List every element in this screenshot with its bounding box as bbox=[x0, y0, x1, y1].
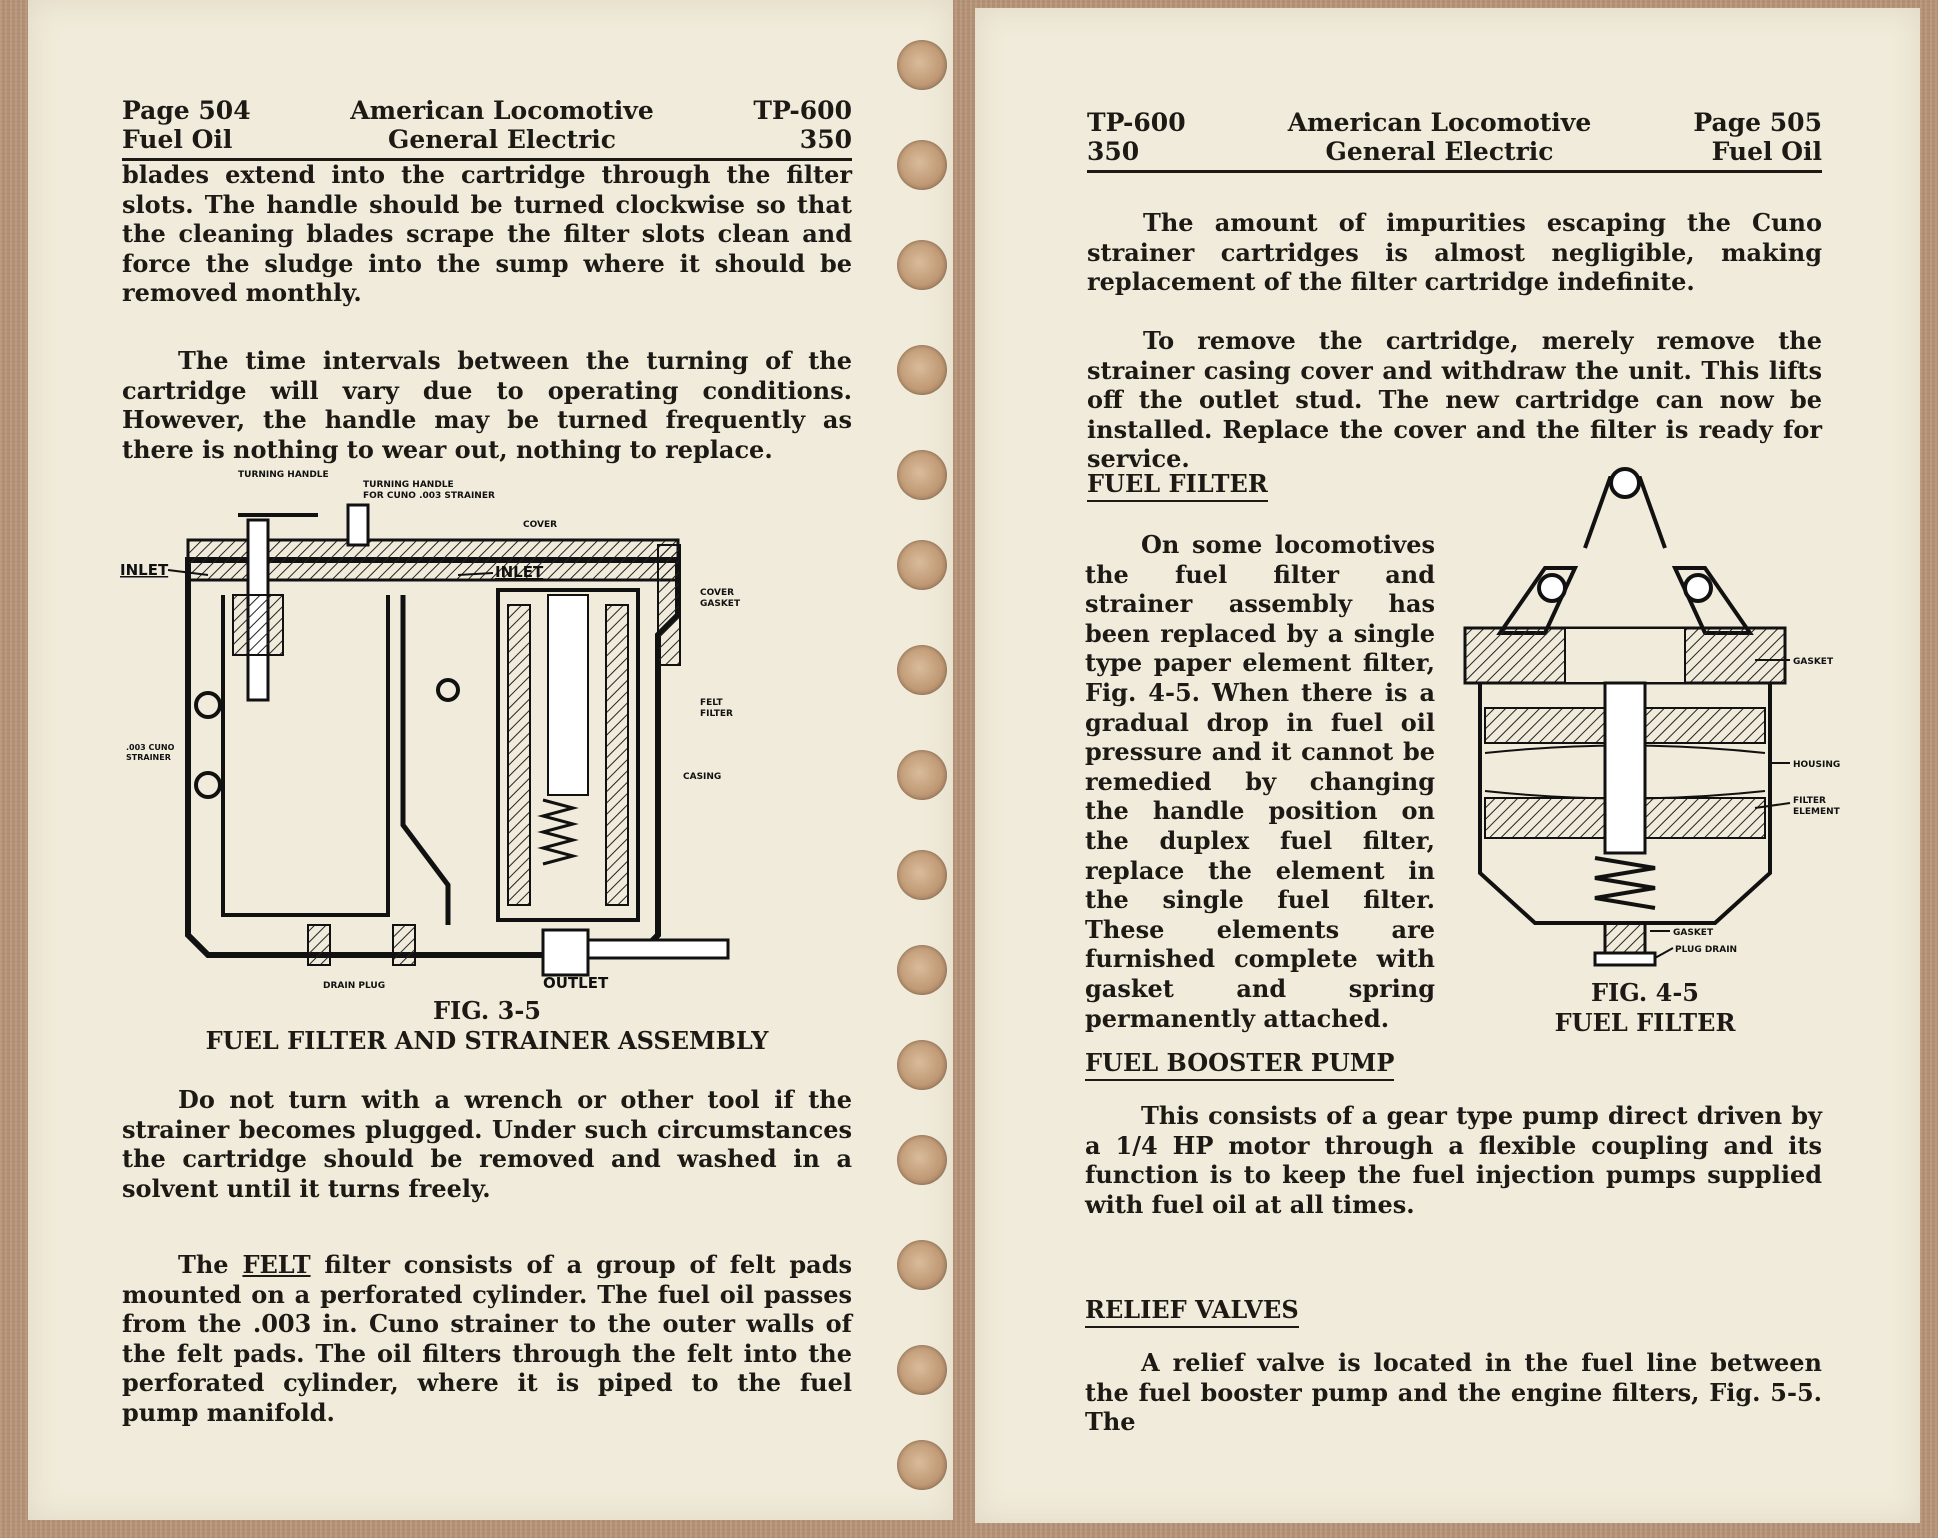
label-turning-handle-cuno-2: FOR CUNO .003 STRAINER bbox=[363, 491, 495, 501]
paragraph-remove-cartridge bbox=[1087, 326, 1822, 474]
binder-hole bbox=[897, 1240, 947, 1290]
label-filter-element-1: FILTER bbox=[1793, 796, 1826, 806]
label-felt-filter-2: FILTER bbox=[700, 709, 733, 719]
publisher-line-2: General Electric bbox=[1325, 137, 1554, 166]
fig-4-5-caption bbox=[1475, 978, 1815, 1038]
publisher-line-2: General Electric bbox=[387, 125, 616, 154]
fuel-filter-strainer-diagram bbox=[118, 465, 838, 995]
felt-paragraph-before: The bbox=[178, 1250, 243, 1279]
publisher-line-1: American Locomotive bbox=[350, 96, 654, 125]
label-cover-gasket-1: COVER bbox=[700, 588, 735, 598]
section-name: Fuel Oil bbox=[122, 125, 233, 154]
page-number: Page 505 bbox=[1693, 108, 1822, 137]
paragraph-fuel-filter-text: On some locomotives the fuel filter and strainer assembly has been replaced by a single type paper element filter, Fig. 4-5. When there is a gradual drop in fuel oil pressure and it cannot be remedied by changing the handle position on the duplex fuel filter, replace the element in the single fuel filter. These elements are furnished complete with gasket and spring permanently attached. bbox=[1085, 530, 1435, 1033]
label-inlet-right: INLET bbox=[495, 563, 544, 581]
binder-hole bbox=[897, 850, 947, 900]
binder-hole bbox=[897, 945, 947, 995]
doc-code: TP-600 bbox=[753, 96, 852, 125]
binder-hole bbox=[897, 540, 947, 590]
felt-paragraph-after: filter consists of a group of felt pads mounted on a perforated cylinder. The fuel oil passes from the .003 in. Cuno strainer to the outer walls of the felt pads. The oil filters through the felt into the perforated cylinder, where it is piped to the fuel pump manifold. bbox=[122, 1250, 852, 1427]
heading-fuel-filter: FUEL FILTER bbox=[1087, 470, 1268, 502]
section-name: Fuel Oil bbox=[1711, 137, 1822, 166]
heading-relief-valves: RELIEF VALVES bbox=[1085, 1296, 1299, 1328]
label-cuno-strainer-1: .003 CUNO bbox=[126, 743, 175, 752]
binder-hole bbox=[897, 1345, 947, 1395]
paragraph-booster-pump bbox=[1085, 1101, 1822, 1219]
left-page-header bbox=[122, 96, 852, 161]
paragraph-do-not-turn-text: Do not turn with a wrench or other tool if the strainer becomes plugged. Under such circumstances the cartridge should be removed and washed in a solvent until it turns freely. bbox=[122, 1085, 852, 1203]
right-page-header bbox=[1087, 108, 1822, 173]
label-cuno-strainer-2: STRAINER bbox=[126, 753, 171, 762]
left-page bbox=[28, 0, 953, 1520]
label-cover: COVER bbox=[523, 520, 558, 530]
page-number: Page 504 bbox=[122, 96, 251, 125]
fuel-filter-diagram bbox=[1455, 453, 1841, 973]
label-turning-handle: TURNING HANDLE bbox=[238, 470, 329, 480]
binder-hole bbox=[897, 645, 947, 695]
label-inlet-left: INLET bbox=[120, 561, 169, 579]
paragraph-impurities bbox=[1087, 208, 1822, 297]
paragraph-impurities-text: The amount of impurities escaping the Cuno strainer cartridges is almost negligible, making replacement of the filter cartridge indefinite. bbox=[1087, 208, 1822, 296]
label-felt-filter-1: FELT bbox=[700, 698, 723, 708]
fig-4-5-number: FIG. 4-5 bbox=[1591, 978, 1699, 1007]
binder-hole bbox=[897, 140, 947, 190]
label-gasket-bottom: GASKET bbox=[1673, 928, 1714, 938]
label-casing: CASING bbox=[683, 772, 722, 782]
paragraph-remove-cartridge-text: To remove the cartridge, merely remove the strainer casing cover and withdraw the unit. This lifts off the outlet stud. The new cartridge can now be installed. Replace the cover and the filter is ready for service. bbox=[1087, 326, 1822, 473]
label-plug-drain: PLUG DRAIN bbox=[1675, 945, 1738, 955]
model-number: 350 bbox=[799, 125, 852, 154]
fig-3-5-caption bbox=[122, 996, 852, 1056]
fig-4-5-title: FUEL FILTER bbox=[1554, 1008, 1736, 1037]
label-housing: HOUSING bbox=[1793, 760, 1841, 770]
label-drain-plug: DRAIN PLUG bbox=[323, 981, 386, 991]
paragraph-do-not-turn bbox=[122, 1085, 852, 1203]
binder-hole bbox=[897, 1040, 947, 1090]
fig-3-5-number: FIG. 3-5 bbox=[433, 996, 541, 1025]
outlet-pipe bbox=[588, 940, 728, 958]
paragraph-booster-pump-text: This consists of a gear type pump direct driven by a 1/4 HP motor through a flexible coupling and its function is to keep the fuel injection pumps supplied with fuel oil at all times. bbox=[1085, 1101, 1822, 1219]
label-gasket-top: GASKET bbox=[1793, 657, 1834, 667]
paragraph-cleaning-blades: blades extend into the cartridge through the filter slots. The handle should be turned clockwise so that the cleaning blades scrape the filter slots clean and force the sludge into the sump where it should be removed monthly. bbox=[122, 160, 852, 307]
binder-hole bbox=[897, 1440, 947, 1490]
binder-hole bbox=[897, 240, 947, 290]
right-page bbox=[975, 8, 1920, 1523]
paragraph-relief-valves bbox=[1085, 1348, 1822, 1437]
label-cover-gasket-2: GASKET bbox=[700, 599, 741, 609]
paragraph-felt-filter bbox=[122, 1250, 852, 1427]
model-number: 350 bbox=[1087, 137, 1140, 166]
paragraph-fuel-filter bbox=[1085, 530, 1435, 1033]
binder-hole bbox=[897, 750, 947, 800]
felt-emphasis: FELT bbox=[242, 1250, 311, 1279]
label-outlet: OUTLET bbox=[543, 974, 609, 992]
binder-hole bbox=[897, 40, 947, 90]
publisher-line-1: American Locomotive bbox=[1287, 108, 1592, 137]
paragraph-time-intervals-text: The time intervals between the turning of the cartridge will vary due to operating conditions. However, the handle may be turned frequently as there is nothing to wear out, nothing to replace. bbox=[122, 346, 852, 464]
binder-hole bbox=[897, 1135, 947, 1185]
label-turning-handle-cuno-1: TURNING HANDLE bbox=[363, 480, 454, 490]
fig-3-5-title: FUEL FILTER AND STRAINER ASSEMBLY bbox=[205, 1026, 769, 1055]
binder-hole bbox=[897, 345, 947, 395]
heading-fuel-booster-pump: FUEL BOOSTER PUMP bbox=[1085, 1049, 1394, 1081]
doc-code: TP-600 bbox=[1087, 108, 1186, 137]
binder-hole bbox=[897, 450, 947, 500]
label-filter-element-2: ELEMENT bbox=[1793, 807, 1840, 817]
paragraph-relief-valves-text: A relief valve is located in the fuel line between the fuel booster pump and the engine filters, Fig. 5-5. The bbox=[1085, 1348, 1822, 1436]
paragraph-time-intervals bbox=[122, 346, 852, 464]
